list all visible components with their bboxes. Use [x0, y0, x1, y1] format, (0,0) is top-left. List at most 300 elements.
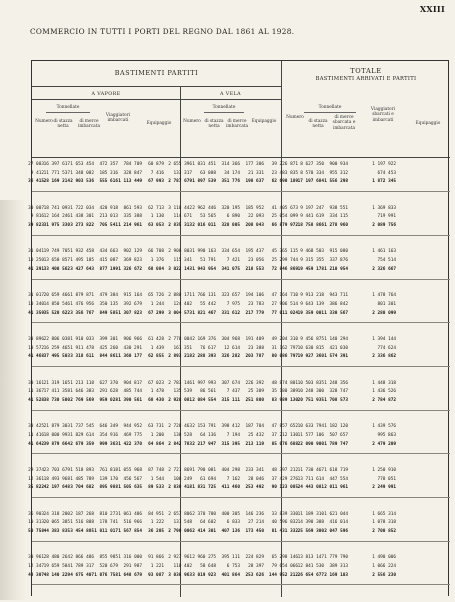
table-cell: 23 483 835 [271, 170, 298, 176]
table-cell: 19 927 360 [297, 354, 324, 360]
table-cell: 1 779 790 [324, 555, 348, 561]
table-cell: 315 395 [221, 441, 240, 447]
col-vap-numero: Numero [35, 119, 53, 124]
table-cell: 1 448 318 [372, 380, 396, 386]
table-cell: 9 456 875 [300, 336, 324, 342]
table-cell: 1 544 [150, 476, 164, 482]
col-vap-viaggiatori: Viaggiatori imbarcati [105, 113, 131, 124]
table-cell: 30 425 [28, 424, 44, 430]
table-cell: 1 653 454 [70, 162, 94, 167]
table-cell: 9 468 503 [300, 249, 324, 255]
table-cell: 10 313 [28, 520, 44, 526]
col-tot-equipaggio: Equipaggio [415, 121, 441, 126]
table-cell: 7 975 [226, 301, 240, 307]
table-cell: 17 411 358 [43, 389, 70, 395]
table-cell: 12 164 246 [43, 214, 70, 220]
table-cell: 251 800 [245, 397, 264, 403]
table-cell: 55 442 [200, 301, 216, 307]
table-cell: 855 985 [99, 555, 118, 561]
table-cell: 27 003 [28, 162, 44, 167]
table-cell: 195 437 [245, 249, 264, 255]
table-cell: 3 318 611 [70, 354, 94, 360]
col-tot-viaggiatori: Viaggiatori sbarcati e imbarcati [370, 107, 396, 123]
table-cell: 386 842 [329, 301, 348, 307]
table-cell: 6 833 [226, 520, 240, 526]
table-cell: 33 400 562 [43, 266, 70, 272]
table-cell: 472 357 [99, 162, 118, 167]
rule-under-vapore-vela [32, 99, 281, 100]
table-cell: 20 065 385 [43, 520, 70, 526]
table-total-row [28, 529, 450, 538]
table-cell: 906 966 [123, 336, 142, 342]
table-row [28, 520, 450, 529]
table-cell: 844 861 [99, 354, 118, 360]
table-cell: 146 236 [245, 511, 264, 517]
group-header-totale-sub: BASTIMENTI ARRIVATI E PARTITI [315, 76, 417, 82]
table-cell: 1 369 833 [372, 205, 396, 211]
table-cell: 213 013 [99, 214, 118, 220]
table-cell: 1 213 118 [70, 380, 94, 386]
table-cell: 411 460 [221, 485, 240, 491]
col-vel-numero: Numero [183, 119, 201, 124]
table-cell: 253 492 [245, 485, 264, 491]
col-vel-stazza: di stazza netta [204, 119, 224, 130]
table-cell: 1 438 301 [70, 214, 94, 220]
table-cell: 63 053 [148, 223, 164, 229]
table-total-row [28, 223, 450, 232]
table-cell: 2 880 171 [168, 293, 192, 299]
table-cell: 18 758 866 [297, 223, 324, 229]
table-cell: 28 397 [248, 564, 264, 569]
table-cell: 334 115 [329, 214, 348, 220]
table-cell: 30 007 [28, 205, 44, 211]
table-cell: 507 657 [329, 432, 348, 438]
table-cell: 51 791 [200, 258, 216, 264]
table-cell: 705 541 [99, 223, 118, 229]
table-cell: 39 879 664 [43, 441, 70, 447]
col-vel-equipaggio: Equipaggio [251, 119, 277, 124]
table-cell: 11 577 106 [297, 432, 324, 438]
table-cell: 369 823 [123, 258, 142, 264]
table-cell: 64 602 [200, 520, 216, 526]
table-cell: 89 533 [148, 485, 164, 491]
table-cell: 10 503 835 [297, 380, 324, 386]
table-cell: 1 330 567 [324, 310, 348, 316]
table-cell: 68 084 [148, 266, 164, 272]
block-rule [32, 279, 450, 280]
table-cell: 28 480 264 [43, 555, 70, 561]
table-cell: 11 730 467 [297, 467, 324, 473]
table-cell: 9 643 139 [300, 301, 324, 307]
table-cell: 900 934 [329, 162, 348, 167]
table-cell: 1 821 467 [192, 310, 216, 316]
table-cell: 520 679 [99, 564, 118, 569]
table-cell: 1 567 854 [118, 529, 142, 534]
table-cell: 1 140 294 [324, 336, 348, 342]
table-cell: 1 197 922 [372, 162, 396, 167]
group-header-totale: TOTALE [350, 67, 382, 75]
table-cell: 61 428 [148, 336, 164, 342]
col-vap-equipaggio: Equipaggio [146, 121, 172, 126]
table-cell: 323 657 [221, 293, 240, 299]
table-cell: 1 708 573 [324, 397, 348, 403]
table-cell: 1 943 954 [192, 266, 216, 272]
table-cell: 185 952 [245, 205, 264, 211]
table-cell: 14 850 546 [43, 301, 70, 307]
rule-under-column-headers [32, 157, 450, 158]
col-vel-merce: di merce imbarcata [226, 119, 249, 130]
table-cell: 1 897 539 [192, 179, 216, 185]
table-cell: 22 093 [248, 214, 264, 220]
table-cell: 226 392 [245, 380, 264, 386]
table-cell: 1 422 370 [118, 441, 142, 447]
table-cell: 331 612 [221, 310, 240, 316]
table-cell: 2 280 099 [372, 310, 396, 316]
table-cell: 62 690 189 [271, 179, 298, 185]
table-cell: 304 968 [221, 336, 240, 342]
table-cell: 1 737 545 [70, 424, 94, 430]
table-cell: 1 461 163 [372, 249, 396, 255]
table-cell: 9 913 218 [300, 293, 324, 299]
table-cell: 2 370 700 [192, 511, 216, 517]
table-cell: 335 388 [123, 214, 142, 220]
table-cell: 1 790 081 [192, 467, 216, 473]
table-cell: 233 341 [245, 467, 264, 473]
table-cell: 1 360 177 [118, 354, 142, 360]
table-cell: 61 694 [200, 476, 216, 482]
table-cell: 1 436 526 [372, 389, 396, 395]
table-cell: 194 106 [245, 293, 264, 299]
table-cell: 2 336 862 [372, 354, 396, 360]
table-cell: 25 054 099 [271, 214, 298, 220]
table-cell: 49 204 310 [271, 336, 298, 342]
table-cell: 11 189 310 [297, 511, 324, 517]
table-cell: 2 721 869 [168, 467, 192, 473]
block-rule [32, 497, 450, 498]
table-cell: 68 430 [148, 397, 164, 403]
table-cell: 2 249 991 [372, 485, 396, 491]
table-total-row [28, 485, 450, 494]
table-cell: 7 194 [226, 432, 240, 438]
table-cell: 44 383 835 [43, 529, 70, 534]
table-cell: 80 086 797 [271, 354, 298, 360]
table-cell: 1 911 478 [70, 345, 94, 351]
table-cell: 7 437 [226, 389, 240, 395]
table-cell: 1 722 034 [70, 205, 94, 211]
table-cell: 48 140 229 [43, 572, 70, 578]
table-cell: 999 363 [99, 441, 118, 447]
table-cell: 191 409 [245, 336, 264, 342]
table-cell: 23 388 [248, 345, 264, 351]
table-cell: 861 593 [123, 205, 142, 211]
table-cell: 62 855 [148, 354, 164, 360]
table-cell: 10 572 [28, 345, 44, 351]
table-cell: 144 952 212 [268, 572, 298, 578]
subgroup-header-vapore: A VAPORE [91, 92, 121, 97]
table-cell: 425 260 [99, 345, 118, 351]
table-cell: 27 214 [248, 520, 264, 526]
table-cell: 1 789 317 [70, 564, 94, 569]
table-cell: 1 621 044 [324, 511, 348, 517]
left-page-margin-shadow [0, 200, 26, 600]
table-cell: 63 731 [148, 424, 164, 430]
table-cell: 291 628 [99, 389, 118, 395]
table-cell: 915 164 [123, 293, 142, 299]
table-cell: 2 784 872 [372, 397, 396, 403]
table-cell: 139 170 [99, 476, 118, 482]
table-cell: 3 116 442 [168, 205, 192, 211]
table-cell: 3 704 682 [70, 485, 94, 491]
table-cell: 203 787 [245, 354, 264, 360]
table-cell: 2 960 275 [192, 555, 216, 561]
table-cell: 761 818 [99, 467, 118, 473]
table-cell: 13 813 147 [297, 555, 324, 561]
table-cell: 774 624 [377, 345, 396, 351]
table-cell: 2 217 947 [192, 441, 216, 447]
table-cell: 516 966 [123, 520, 142, 526]
table-cell: 11 771 537 [43, 170, 70, 176]
table-cell: 35 180 389 [271, 389, 298, 395]
table-cell: 1 316 000 [118, 555, 142, 561]
table-row [28, 336, 450, 346]
block-rule [32, 235, 450, 236]
table-cell: 1 556 298 [324, 179, 348, 185]
table-cell: 9 315 355 [300, 258, 324, 264]
table-cell: 341 075 [221, 266, 240, 272]
table-cell: 2 016 011 [192, 223, 216, 229]
table-cell: 18 493 968 [43, 476, 70, 482]
col-vap-merce: di merce imbarcata [77, 119, 101, 130]
table-cell: 224 829 [245, 555, 264, 561]
table-cell: 1 214 961 [118, 223, 142, 229]
table-cell: 218 553 [245, 266, 264, 272]
table-cell: 6 890 [226, 214, 240, 220]
table-cell: 10 250 [28, 258, 44, 264]
table-cell: 39 226 871 [271, 162, 298, 167]
table-cell: 1 376 [150, 258, 164, 264]
table-cell: 1 307 823 [118, 310, 142, 316]
table-cell: 778 051 [377, 476, 396, 482]
table-cell: 7 416 [150, 170, 164, 176]
rule-vap-tonnellate [46, 112, 90, 113]
table-cell: 1 439 [150, 345, 164, 351]
table-cell: 66 708 [148, 249, 164, 255]
table-cell: 1 011 017 [94, 529, 118, 534]
table-cell: 395 111 [221, 555, 240, 561]
table-cell: 2 657 806 [168, 511, 192, 517]
table-cell: 401 864 [221, 572, 240, 578]
table-cell: 2 927 961 [168, 555, 192, 561]
table-cell: 25 299 744 [271, 258, 298, 264]
table-cell: 1 997 993 [192, 380, 216, 386]
table-cell: 114 671 [173, 214, 192, 220]
rule-under-partiti [32, 86, 281, 87]
table-cell: 93 087 [148, 572, 164, 578]
table-cell: 2 089 756 [372, 223, 396, 229]
table-cell: 83 989 130 [271, 397, 298, 403]
table-cell: 479 384 [99, 293, 118, 299]
table-cell: 1 618 719 [324, 467, 348, 473]
block-rule [32, 584, 450, 585]
table-cell: 12 361 [28, 476, 44, 482]
table-cell: 1 879 871 [70, 293, 94, 299]
table-cell: 24 318 200 [43, 511, 70, 517]
table-cell: 400 305 [221, 511, 240, 517]
table-cell: 328 747 [329, 389, 348, 395]
table-cell: 13 711 614 [297, 476, 324, 482]
table-cell: 995 863 [377, 432, 396, 438]
table-cell: 9 197 247 [300, 205, 324, 211]
table-cell: 20 659 466 [43, 293, 70, 299]
table-cell: 2 479 209 [372, 441, 396, 447]
block-rule [32, 541, 450, 542]
table-cell: 85 076 688 [271, 441, 298, 447]
table-cell: 904 817 [123, 380, 142, 386]
table-cell: 1 248 356 [324, 380, 348, 386]
table-cell: 3 004 573 [168, 310, 192, 316]
table-cell: 31 041 [28, 249, 44, 255]
table-cell: 2 700 852 [372, 529, 396, 534]
table-cell: 350 135 [99, 301, 118, 307]
table-row [28, 432, 450, 442]
table-cell: 434 663 [99, 249, 118, 255]
table-cell: 2 906 803 [168, 249, 192, 255]
table-cell: 9 412 [30, 170, 44, 176]
table-cell: 108 249 [173, 476, 192, 482]
table-row [28, 293, 450, 302]
table-cell: 10 340 [28, 301, 44, 307]
table-cell: 2 787 679 [168, 179, 192, 185]
col-tot-numero: Numero [286, 115, 304, 120]
table-cell: 41 642 [28, 441, 44, 447]
table-cell: 18 000 993 [43, 432, 70, 438]
table-total-row [28, 354, 450, 363]
table-cell: 320 195 [221, 205, 240, 211]
table-cell: 1 348 082 [70, 170, 94, 176]
table-cell: 187 704 [245, 424, 264, 430]
table-cell: 469 775 [123, 432, 142, 438]
table-cell: 37 429 276 [271, 476, 298, 482]
table-cell: 902 129 [123, 249, 142, 255]
table-cell: 2 720 463 [168, 424, 192, 430]
col-tot-merce: di merce sbarcata e imbarcata [332, 115, 356, 131]
col-tot-stazza: di stazza netta [308, 119, 328, 130]
table-cell: 1 061 486 [118, 511, 142, 517]
table-cell: 2 842 783 [168, 441, 192, 447]
table-total-row [28, 397, 450, 407]
table-cell: 3 022 143 [168, 266, 192, 272]
table-cell: 72 846 869 [271, 266, 298, 272]
table-cell: 22 806 038 [43, 336, 70, 342]
table-cell: 943 711 [329, 293, 348, 299]
table-cell: 253 626 [245, 572, 264, 578]
table-cell: 2 556 230 [372, 572, 396, 578]
table-cell: 87 748 [148, 467, 164, 473]
table-cell: 26 654 677 [297, 572, 324, 578]
table-cell: 21 319 165 [43, 380, 70, 386]
table-cell: 3 356 767 [70, 310, 94, 316]
table-total-row [28, 266, 450, 276]
rule-tot-tonnellate [304, 112, 356, 113]
table-cell: 76 617 [200, 345, 216, 351]
table-cell: 12 614 [224, 345, 240, 351]
table-cell: 36 415 [28, 179, 44, 185]
table-row [28, 258, 450, 267]
table-cell: 47 164 710 [271, 293, 298, 299]
table-cell: 10 248 300 [297, 389, 324, 395]
table-cell: 1 872 345 [372, 179, 396, 185]
table-cell: 2 169 103 [324, 572, 348, 578]
table-row [28, 564, 450, 573]
table-cell: 27 906 514 [271, 301, 298, 307]
table-cell: 11 416 [28, 432, 44, 438]
table-cell: 1 130 [150, 214, 164, 220]
table-cell: 1 665 314 [372, 511, 396, 517]
table-cell: 1 831 725 [192, 485, 216, 491]
table-cell: 130 528 [173, 432, 192, 438]
page-number: XXIII [419, 4, 445, 14]
table-cell: 1 113 449 [118, 179, 142, 185]
table-cell: 337 876 [329, 258, 348, 264]
table-cell: 1 485 789 [70, 476, 94, 482]
table-cell: 2 084 554 [192, 397, 216, 403]
table-cell: 67 993 [148, 179, 164, 185]
table-cell: 161 351 [173, 345, 192, 351]
table-cell: 62 713 [148, 205, 164, 211]
table-row [28, 424, 450, 433]
table-cell: 877 199 [99, 266, 118, 272]
table-row [28, 389, 450, 398]
group-header-partiti: BASTIMENTI PARTITI [114, 69, 199, 77]
table-cell: 6 753 [226, 564, 240, 569]
table-cell: 84 951 [148, 511, 164, 517]
table-cell: 2 962 446 [192, 205, 216, 211]
table-cell: 2 655 396 [168, 162, 192, 167]
table-cell: 178 741 [99, 520, 118, 526]
table-cell: 1 200 [150, 432, 164, 438]
table-cell: 944 952 [123, 424, 142, 430]
table-cell: 41 291 [28, 266, 44, 272]
table-cell: 1 244 [150, 301, 164, 307]
table-cell: 12 841 530 [297, 564, 324, 569]
table-cell: 66 879 972 [271, 223, 298, 229]
table-cell: 31 975 330 [43, 223, 70, 229]
block-rule [32, 410, 450, 411]
table-cell: 2 153 791 [192, 424, 216, 430]
table-cell: 415 087 [99, 258, 118, 264]
table-cell: 41 528 [28, 397, 44, 403]
table-cell: 16 397 617 [43, 162, 70, 167]
page-heading: COMMERCIO IN TUTTI I PORTI DEL REGNO DAL 1861 AL 1928. [30, 27, 295, 36]
table-cell: 2 047 596 [324, 529, 348, 534]
table-cell: 31 162 797 [271, 345, 298, 351]
table-cell: 23 783 [248, 301, 264, 307]
table-cell: 2 011 961 [324, 485, 348, 491]
table-total-row [28, 179, 450, 188]
table-cell: 291 987 [123, 564, 142, 569]
table-cell: 2 326 667 [372, 266, 396, 272]
table-cell: 30 961 [28, 555, 44, 561]
table-cell: 81 431 332 [271, 529, 298, 534]
table-cell: 1 574 391 [324, 354, 348, 360]
table-cell: 1 829 614 [70, 432, 94, 438]
table-cell: 328 847 [123, 170, 142, 176]
table-cell: 955 312 [329, 170, 348, 176]
table-cell: 213 119 [245, 441, 264, 447]
table-cell: 50 758 [28, 529, 44, 534]
table-cell: 3 273 822 [70, 223, 94, 229]
table-cell: 40 596 832 [271, 520, 298, 526]
